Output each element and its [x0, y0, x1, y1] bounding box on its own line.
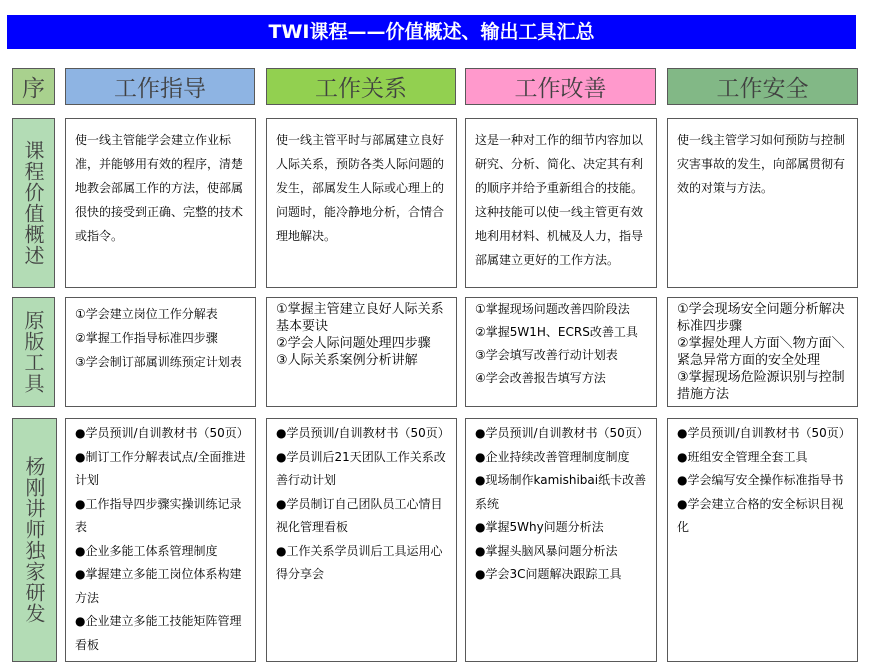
cell-exclusive-work-improvement [465, 418, 657, 662]
cell-exclusive-work-instruction [65, 418, 256, 662]
cell-value-work-safety [667, 118, 858, 288]
list-item: ●学员训后21天团队工作关系改善行动计划 [276, 449, 446, 487]
cell-tools-work-relations [266, 297, 457, 407]
list-item: ●学员预训/自训教材书（50页） [276, 426, 450, 440]
cell-tools-work-improvement [465, 297, 657, 407]
list-item: ①掌握现场问题改善四阶段法 [475, 302, 630, 316]
list-item: ③掌握现场危险源识别与控制措施方法 [677, 370, 845, 402]
list-item: ●制订工作分解表试点/全面推进计划 [75, 449, 246, 487]
list-item: ●企业建立多能工技能矩阵管理看板 [75, 614, 242, 652]
list-item: ②掌握处理人方面＼物方面＼紧急异常方面的安全处理 [677, 336, 845, 368]
list-item: ●学会建立合格的安全标识目视化 [677, 496, 844, 534]
page-title: TWI课程——价值概述、输出工具汇总 [7, 15, 856, 49]
list-item: ③学会填写改善行动计划表 [475, 348, 618, 362]
list-item: ●学会编写安全操作标准指导书 [677, 473, 844, 487]
list-item: ①学会现场安全问题分析解决标准四步骤 [677, 302, 845, 334]
cell-value-work-instruction [65, 118, 256, 288]
list-item: ②掌握5W1H、ECRS改善工具 [475, 325, 638, 339]
list-item: ●工作指导四步骤实操训练记录表 [75, 496, 242, 534]
column-header-work-safety: 工作安全 [667, 68, 858, 105]
list-item: ④学会改善报告填写方法 [475, 371, 606, 385]
list-item: ●学会3C问题解决跟踪工具 [475, 567, 622, 581]
cell-text: 使一线主管平时与部属建立良好人际关系，预防各类人际问题的发生，部属发生人际或心理上的问题时，能冷静地分析，合情合理地解决。 [276, 133, 445, 243]
list-item: ●学员预训/自训教材书（50页） [75, 426, 249, 440]
column-header-work-instruction: 工作指导 [65, 68, 255, 105]
list-item: ②掌握工作指导标准四步骤 [75, 331, 218, 345]
list-item: ●企业持续改善管理制度制度 [475, 449, 630, 464]
cell-text: 这是一种对工作的细节内容加以研究、分析、简化、决定其有利的顺序并给予重新组合的技能。这种技能可以使一线主管更有效地利用材料、机械及人力，指导部属建立更好的工作方法。 [475, 133, 644, 267]
list-item: ●班组安全管理全套工具 [677, 449, 808, 464]
cell-tools-work-instruction [65, 297, 256, 407]
list-item: ●工作关系学员训后工具运用心得分享会 [276, 543, 443, 581]
list-item: ●现场制作kamishibai纸卡改善系统 [475, 473, 647, 511]
cell-exclusive-work-relations [266, 418, 457, 662]
list-item: ①掌握主管建立良好人际关系基本要诀 [276, 302, 444, 334]
list-item: ●学员预训/自训教材书（50页） [475, 426, 649, 440]
cell-text: 使一线主管能学会建立作业标准，并能够用有效的程序，清楚地教会部属工作的方法，使部属很快的接受到正确、完整的技术或指令。 [75, 133, 244, 243]
seq-header: 序 [12, 68, 55, 105]
list-item: ●企业多能工体系管理制度 [75, 543, 218, 558]
list-item: ●学员制订自己团队员工心情目视化管理看板 [276, 496, 443, 534]
cell-value-work-improvement [465, 118, 657, 288]
cell-value-work-relations [266, 118, 457, 288]
column-header-work-improvement: 工作改善 [465, 68, 656, 105]
cell-exclusive-work-safety [667, 418, 858, 662]
row-label-exclusive-research: 杨刚讲师独家研发 [12, 418, 57, 662]
cell-text: 使一线主管学习如何预防与控制灾害事故的发生，向部属贯彻有效的对策与方法。 [677, 133, 846, 195]
list-item: ③人际关系案例分析讲解 [276, 353, 418, 368]
cell-tools-work-safety [667, 297, 858, 407]
list-item: ●掌握头脑风暴问题分析法 [475, 543, 618, 558]
list-item: ③学会制订部属训练预定计划表 [75, 355, 242, 369]
list-item: ●学员预训/自训教材书（50页） [677, 426, 851, 440]
list-item: ②学会人际问题处理四步骤 [276, 336, 431, 351]
column-header-work-relations: 工作关系 [266, 68, 456, 105]
list-item: ●掌握建立多能工岗位体系构建方法 [75, 567, 242, 605]
list-item: ①学会建立岗位工作分解表 [75, 307, 218, 321]
row-label-original-tools: 原版工具 [12, 297, 55, 407]
row-label-course-value: 课程价值概述 [12, 118, 55, 288]
list-item: ●掌握5Why问题分析法 [475, 520, 604, 534]
